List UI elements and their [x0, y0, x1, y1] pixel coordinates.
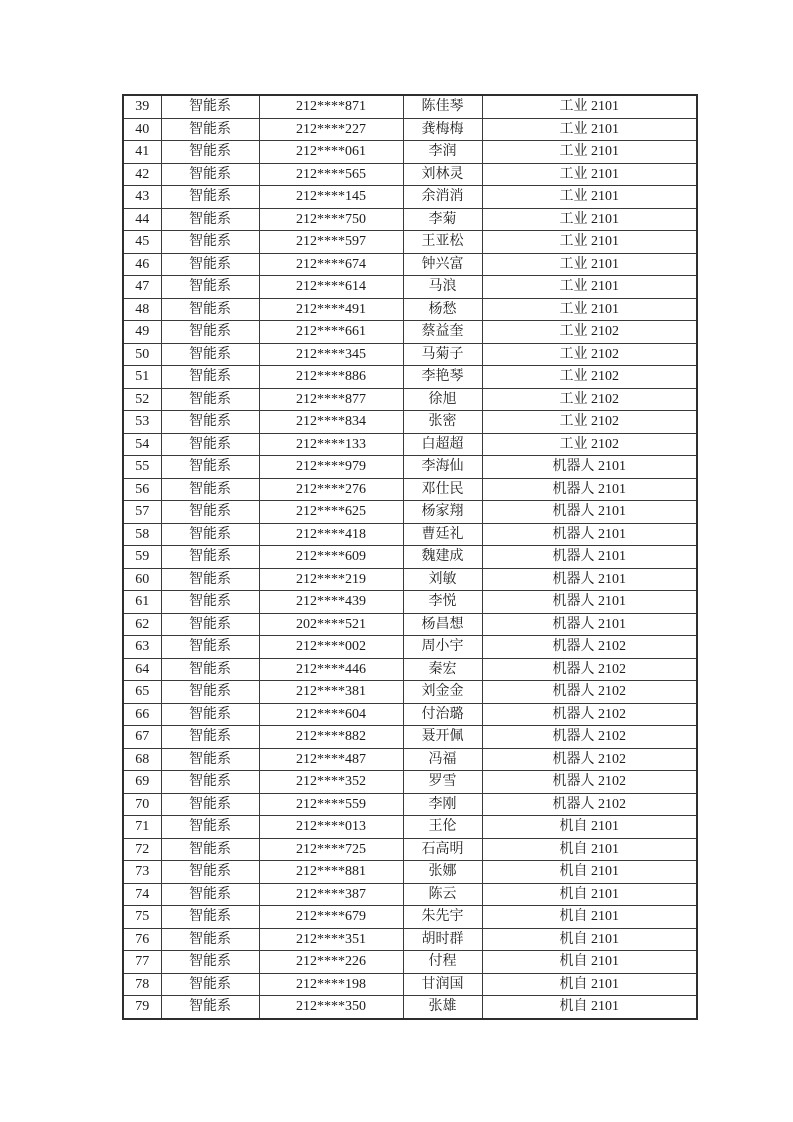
class-cell: 机器人 2101: [482, 546, 697, 569]
table-row: [123, 501, 697, 524]
table-row: [123, 231, 697, 254]
table-row: [123, 118, 697, 141]
student-name-cell: 聂开佩: [403, 726, 482, 749]
row-number-cell: 77: [123, 951, 161, 974]
department-cell: 智能系: [161, 253, 259, 276]
class-cell: 机自 2101: [482, 906, 697, 929]
row-number-cell: 44: [123, 208, 161, 231]
table-row: [123, 366, 697, 389]
department-cell: 智能系: [161, 163, 259, 186]
student-name-cell: 杨昌想: [403, 613, 482, 636]
table-row: [123, 658, 697, 681]
student-name-cell: 魏建成: [403, 546, 482, 569]
department-cell: 智能系: [161, 186, 259, 209]
table-row: [123, 186, 697, 209]
student-id-cell: 212****559: [259, 793, 403, 816]
row-number-cell: 69: [123, 771, 161, 794]
table-row: [123, 973, 697, 996]
student-id-cell: 212****487: [259, 748, 403, 771]
student-name-cell: 王伦: [403, 816, 482, 839]
class-cell: 机器人 2101: [482, 501, 697, 524]
table-row: [123, 276, 697, 299]
department-cell: 智能系: [161, 478, 259, 501]
student-id-cell: 212****750: [259, 208, 403, 231]
student-id-cell: 212****145: [259, 186, 403, 209]
department-cell: 智能系: [161, 276, 259, 299]
student-id-cell: 212****351: [259, 928, 403, 951]
student-id-cell: 212****352: [259, 771, 403, 794]
row-number-cell: 53: [123, 411, 161, 434]
row-number-cell: 57: [123, 501, 161, 524]
department-cell: 智能系: [161, 996, 259, 1019]
table-row: [123, 793, 697, 816]
row-number-cell: 48: [123, 298, 161, 321]
class-cell: 机自 2101: [482, 816, 697, 839]
student-id-cell: 212****276: [259, 478, 403, 501]
table-row: [123, 996, 697, 1019]
student-name-cell: 白超超: [403, 433, 482, 456]
table-row: [123, 456, 697, 479]
student-id-cell: 212****061: [259, 141, 403, 164]
department-cell: 智能系: [161, 411, 259, 434]
class-cell: 机自 2101: [482, 973, 697, 996]
student-id-cell: 212****446: [259, 658, 403, 681]
class-cell: 工业 2101: [482, 163, 697, 186]
class-cell: 机器人 2102: [482, 726, 697, 749]
department-cell: 智能系: [161, 793, 259, 816]
student-name-cell: 张雄: [403, 996, 482, 1019]
row-number-cell: 46: [123, 253, 161, 276]
student-id-cell: 212****219: [259, 568, 403, 591]
student-id-cell: 212****491: [259, 298, 403, 321]
table-row: [123, 951, 697, 974]
student-id-cell: 212****418: [259, 523, 403, 546]
row-number-cell: 54: [123, 433, 161, 456]
student-id-cell: 212****198: [259, 973, 403, 996]
row-number-cell: 62: [123, 613, 161, 636]
class-cell: 机自 2101: [482, 951, 697, 974]
row-number-cell: 45: [123, 231, 161, 254]
row-number-cell: 74: [123, 883, 161, 906]
class-cell: 工业 2101: [482, 231, 697, 254]
student-id-cell: 212****133: [259, 433, 403, 456]
department-cell: 智能系: [161, 141, 259, 164]
table-row: [123, 613, 697, 636]
row-number-cell: 67: [123, 726, 161, 749]
table-row: [123, 838, 697, 861]
table-row: [123, 816, 697, 839]
row-number-cell: 66: [123, 703, 161, 726]
row-number-cell: 59: [123, 546, 161, 569]
student-name-cell: 龚梅梅: [403, 118, 482, 141]
department-cell: 智能系: [161, 636, 259, 659]
table-row: [123, 636, 697, 659]
student-name-cell: 钟兴富: [403, 253, 482, 276]
table-row: [123, 546, 697, 569]
table-row: [123, 388, 697, 411]
student-name-cell: 甘润国: [403, 973, 482, 996]
department-cell: 智能系: [161, 816, 259, 839]
student-id-cell: 212****597: [259, 231, 403, 254]
table-row: [123, 411, 697, 434]
department-cell: 智能系: [161, 433, 259, 456]
department-cell: 智能系: [161, 613, 259, 636]
department-cell: 智能系: [161, 523, 259, 546]
department-cell: 智能系: [161, 906, 259, 929]
department-cell: 智能系: [161, 343, 259, 366]
student-name-cell: 刘敏: [403, 568, 482, 591]
student-id-cell: 212****877: [259, 388, 403, 411]
row-number-cell: 76: [123, 928, 161, 951]
table-row: [123, 703, 697, 726]
class-cell: 工业 2101: [482, 95, 697, 118]
row-number-cell: 73: [123, 861, 161, 884]
table-row: [123, 298, 697, 321]
student-id-cell: 212****871: [259, 95, 403, 118]
student-id-cell: 212****609: [259, 546, 403, 569]
row-number-cell: 51: [123, 366, 161, 389]
class-cell: 机器人 2101: [482, 478, 697, 501]
row-number-cell: 70: [123, 793, 161, 816]
student-name-cell: 周小宇: [403, 636, 482, 659]
table-row: [123, 343, 697, 366]
class-cell: 工业 2101: [482, 141, 697, 164]
table-row: [123, 861, 697, 884]
class-cell: 机器人 2102: [482, 636, 697, 659]
class-cell: 机器人 2102: [482, 658, 697, 681]
class-cell: 工业 2102: [482, 321, 697, 344]
department-cell: 智能系: [161, 568, 259, 591]
student-name-cell: 李悦: [403, 591, 482, 614]
class-cell: 工业 2101: [482, 208, 697, 231]
table-row: [123, 523, 697, 546]
row-number-cell: 61: [123, 591, 161, 614]
student-id-cell: 212****345: [259, 343, 403, 366]
student-name-cell: 徐旭: [403, 388, 482, 411]
row-number-cell: 39: [123, 95, 161, 118]
department-cell: 智能系: [161, 861, 259, 884]
row-number-cell: 41: [123, 141, 161, 164]
student-name-cell: 李菊: [403, 208, 482, 231]
student-id-cell: 212****227: [259, 118, 403, 141]
department-cell: 智能系: [161, 726, 259, 749]
student-name-cell: 李刚: [403, 793, 482, 816]
student-name-cell: 杨家翔: [403, 501, 482, 524]
student-name-cell: 李艳琴: [403, 366, 482, 389]
department-cell: 智能系: [161, 658, 259, 681]
department-cell: 智能系: [161, 951, 259, 974]
student-id-cell: 212****381: [259, 681, 403, 704]
table-row: [123, 681, 697, 704]
row-number-cell: 43: [123, 186, 161, 209]
row-number-cell: 40: [123, 118, 161, 141]
row-number-cell: 68: [123, 748, 161, 771]
class-cell: 机器人 2101: [482, 523, 697, 546]
student-id-cell: 212****881: [259, 861, 403, 884]
student-id-cell: 212****625: [259, 501, 403, 524]
student-name-cell: 付程: [403, 951, 482, 974]
student-name-cell: 冯福: [403, 748, 482, 771]
student-name-cell: 刘金金: [403, 681, 482, 704]
table-row: [123, 883, 697, 906]
student-id-cell: 212****604: [259, 703, 403, 726]
department-cell: 智能系: [161, 298, 259, 321]
student-id-cell: 212****387: [259, 883, 403, 906]
row-number-cell: 42: [123, 163, 161, 186]
class-cell: 机器人 2102: [482, 703, 697, 726]
student-name-cell: 余消消: [403, 186, 482, 209]
row-number-cell: 72: [123, 838, 161, 861]
table-row: [123, 208, 697, 231]
student-id-cell: 202****521: [259, 613, 403, 636]
department-cell: 智能系: [161, 366, 259, 389]
student-id-cell: 212****013: [259, 816, 403, 839]
class-cell: 机器人 2102: [482, 748, 697, 771]
row-number-cell: 50: [123, 343, 161, 366]
class-cell: 机自 2101: [482, 883, 697, 906]
class-cell: 机器人 2101: [482, 456, 697, 479]
student-name-cell: 马菊子: [403, 343, 482, 366]
class-cell: 机器人 2102: [482, 793, 697, 816]
student-id-cell: 212****979: [259, 456, 403, 479]
student-name-cell: 罗雪: [403, 771, 482, 794]
student-name-cell: 付治璐: [403, 703, 482, 726]
table-row: [123, 568, 697, 591]
department-cell: 智能系: [161, 838, 259, 861]
class-cell: 工业 2102: [482, 366, 697, 389]
table-row: [123, 95, 697, 118]
student-name-cell: 曹廷礼: [403, 523, 482, 546]
department-cell: 智能系: [161, 973, 259, 996]
department-cell: 智能系: [161, 118, 259, 141]
class-cell: 机器人 2101: [482, 613, 697, 636]
table-row: [123, 928, 697, 951]
row-number-cell: 60: [123, 568, 161, 591]
department-cell: 智能系: [161, 456, 259, 479]
student-id-cell: 212****350: [259, 996, 403, 1019]
department-cell: 智能系: [161, 928, 259, 951]
row-number-cell: 56: [123, 478, 161, 501]
department-cell: 智能系: [161, 321, 259, 344]
class-cell: 机自 2101: [482, 996, 697, 1019]
row-number-cell: 55: [123, 456, 161, 479]
table-row: [123, 253, 697, 276]
student-name-cell: 陈云: [403, 883, 482, 906]
student-name-cell: 张密: [403, 411, 482, 434]
student-id-cell: 212****679: [259, 906, 403, 929]
table-row: [123, 748, 697, 771]
department-cell: 智能系: [161, 388, 259, 411]
student-name-cell: 李润: [403, 141, 482, 164]
row-number-cell: 75: [123, 906, 161, 929]
department-cell: 智能系: [161, 546, 259, 569]
student-name-cell: 李海仙: [403, 456, 482, 479]
department-cell: 智能系: [161, 771, 259, 794]
row-number-cell: 71: [123, 816, 161, 839]
class-cell: 工业 2101: [482, 253, 697, 276]
class-cell: 工业 2101: [482, 276, 697, 299]
student-name-cell: 张娜: [403, 861, 482, 884]
table-row: [123, 771, 697, 794]
class-cell: 机器人 2101: [482, 591, 697, 614]
department-cell: 智能系: [161, 703, 259, 726]
student-name-cell: 蔡益奎: [403, 321, 482, 344]
table-row: [123, 141, 697, 164]
class-cell: 工业 2101: [482, 298, 697, 321]
student-id-cell: 212****886: [259, 366, 403, 389]
student-roster-table: [122, 94, 698, 1020]
row-number-cell: 78: [123, 973, 161, 996]
student-name-cell: 胡时群: [403, 928, 482, 951]
department-cell: 智能系: [161, 231, 259, 254]
class-cell: 工业 2101: [482, 186, 697, 209]
row-number-cell: 65: [123, 681, 161, 704]
table-row: [123, 478, 697, 501]
student-id-cell: 212****882: [259, 726, 403, 749]
row-number-cell: 79: [123, 996, 161, 1019]
student-name-cell: 陈佳琴: [403, 95, 482, 118]
department-cell: 智能系: [161, 501, 259, 524]
row-number-cell: 64: [123, 658, 161, 681]
class-cell: 机自 2101: [482, 838, 697, 861]
table-row: [123, 321, 697, 344]
row-number-cell: 63: [123, 636, 161, 659]
student-name-cell: 马浪: [403, 276, 482, 299]
student-id-cell: 212****002: [259, 636, 403, 659]
row-number-cell: 49: [123, 321, 161, 344]
class-cell: 机器人 2102: [482, 681, 697, 704]
table-row: [123, 906, 697, 929]
student-id-cell: 212****614: [259, 276, 403, 299]
student-name-cell: 朱先宇: [403, 906, 482, 929]
student-name-cell: 石高明: [403, 838, 482, 861]
student-id-cell: 212****725: [259, 838, 403, 861]
department-cell: 智能系: [161, 591, 259, 614]
student-name-cell: 秦宏: [403, 658, 482, 681]
student-id-cell: 212****439: [259, 591, 403, 614]
department-cell: 智能系: [161, 95, 259, 118]
table-row: [123, 433, 697, 456]
class-cell: 工业 2102: [482, 411, 697, 434]
class-cell: 机器人 2102: [482, 771, 697, 794]
department-cell: 智能系: [161, 681, 259, 704]
class-cell: 机器人 2101: [482, 568, 697, 591]
student-name-cell: 邓仕民: [403, 478, 482, 501]
student-id-cell: 212****834: [259, 411, 403, 434]
class-cell: 工业 2102: [482, 388, 697, 411]
row-number-cell: 52: [123, 388, 161, 411]
row-number-cell: 47: [123, 276, 161, 299]
table-row: [123, 163, 697, 186]
department-cell: 智能系: [161, 883, 259, 906]
class-cell: 工业 2102: [482, 343, 697, 366]
class-cell: 工业 2102: [482, 433, 697, 456]
class-cell: 机自 2101: [482, 861, 697, 884]
department-cell: 智能系: [161, 748, 259, 771]
table-row: [123, 591, 697, 614]
student-id-cell: 212****226: [259, 951, 403, 974]
student-id-cell: 212****565: [259, 163, 403, 186]
class-cell: 工业 2101: [482, 118, 697, 141]
student-id-cell: 212****674: [259, 253, 403, 276]
student-name-cell: 王亚松: [403, 231, 482, 254]
row-number-cell: 58: [123, 523, 161, 546]
roster-table-body: [123, 95, 697, 1019]
class-cell: 机自 2101: [482, 928, 697, 951]
student-id-cell: 212****661: [259, 321, 403, 344]
table-row: [123, 726, 697, 749]
department-cell: 智能系: [161, 208, 259, 231]
student-name-cell: 刘林灵: [403, 163, 482, 186]
student-name-cell: 杨愁: [403, 298, 482, 321]
